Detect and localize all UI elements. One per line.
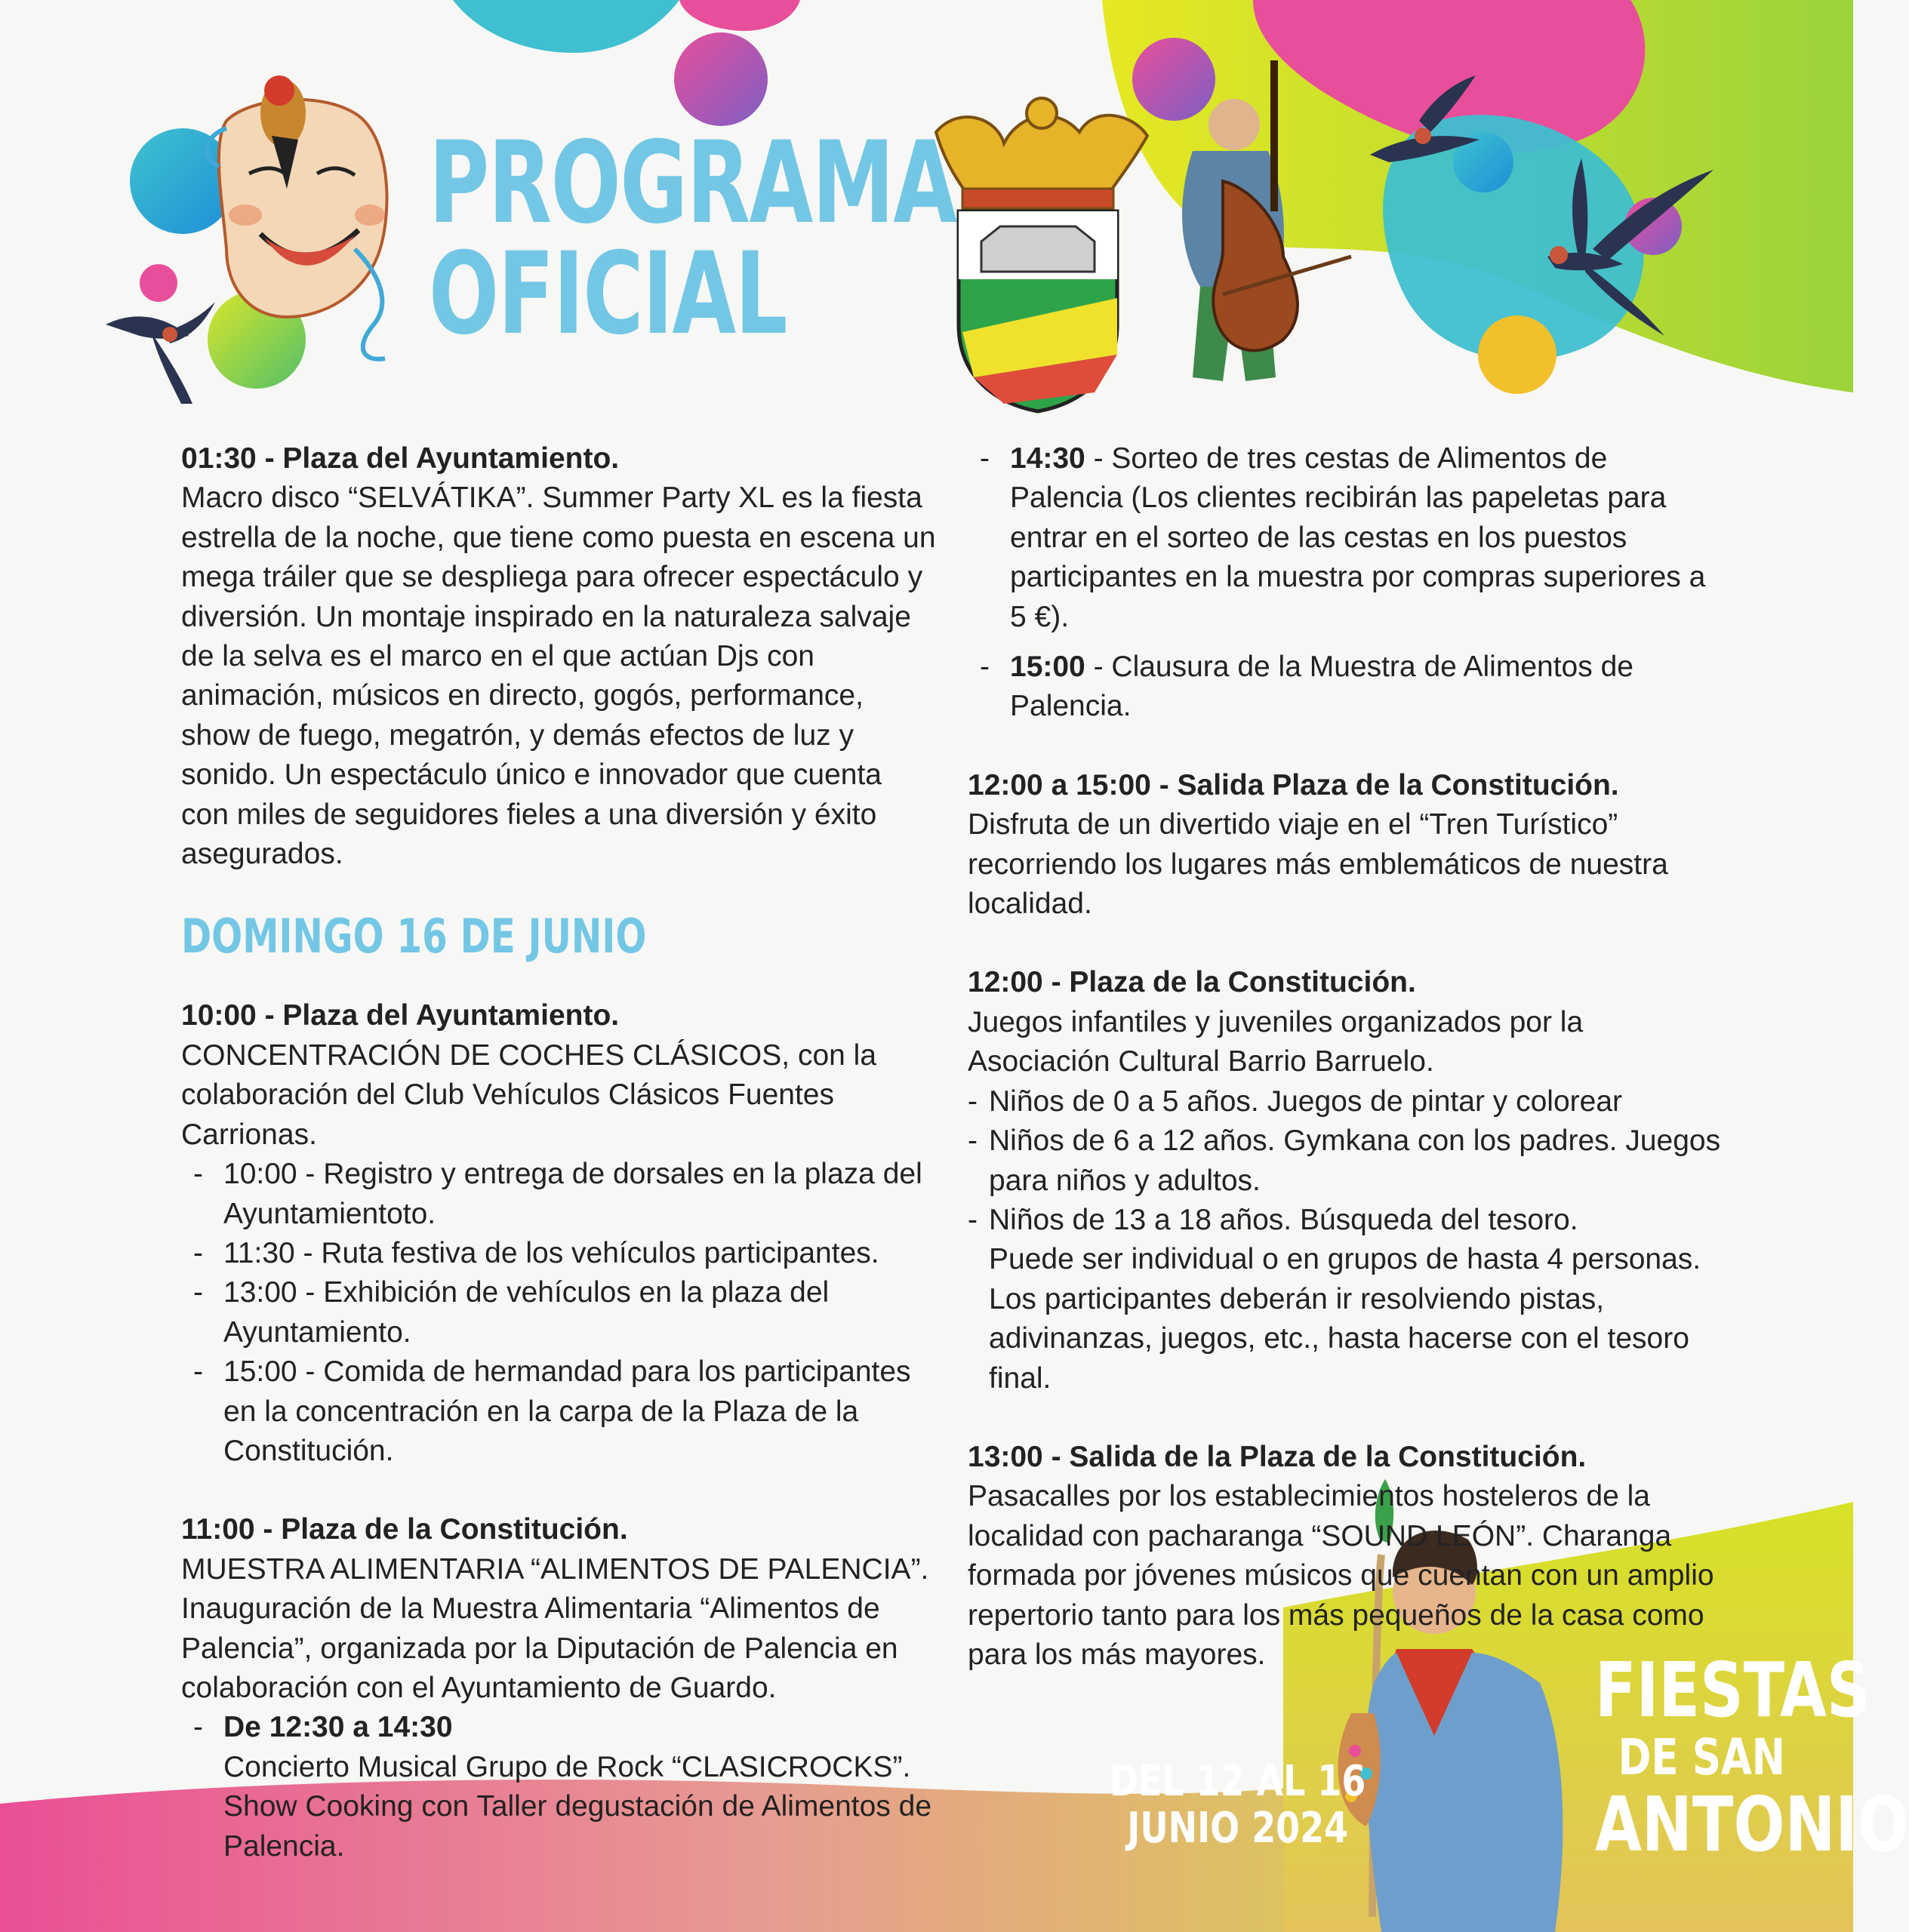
list-item [1010,648,1723,727]
dates-line-2: JUNIO 2024 [1127,1804,1349,1853]
juegos-list [968,1082,1723,1241]
item-text: - Clausura de la Muestra de Alimentos de Palencia. [1010,651,1633,723]
event-juegos [968,963,1723,1398]
list-item [223,1708,936,1866]
muestra-items [968,439,1723,727]
event-subtitle: MUESTRA ALIMENTARIA “ALIMENTOS DE PALENCIA”. [181,1552,929,1586]
list-item: - Niños de 6 a 12 años. Gymkana con los padres. Juegos para niños y adultos. [989,1121,1723,1201]
fiestas-line-1: FIESTAS [1595,1646,1871,1734]
right-column [968,439,1723,1714]
sub-line: Show Cooking con Taller degustación de Alimentos de Palencia. [223,1790,932,1863]
event-heading: 01:30 - Plaza del Ayuntamiento. [181,442,620,475]
event-description: Pasacalles por los establecimientos hosteleros de la localidad con pacharanga “SOUND LEÓN”. Charanga formada por jóvenes músicos que cuentan con un amplio repertorio tanto para los más pequeños de la casa como para los más mayores. [968,1480,1714,1671]
item-text: - Sorteo de tres cestas de Alimentos de Palencia (Los clientes recibirán las papeletas para entrar en el sorteo de las cestas en los puestos participantes en la muestra por compras superiores a 5 €). [1010,442,1706,633]
event-schedule-list [181,1155,936,1471]
list-item: - 13:00 - Exhibición de vehículos en la plaza del Ayuntamiento. [223,1273,936,1352]
sub-line: Concierto Musical Grupo de Rock “CLASICROCKS”. [223,1750,911,1783]
list-item [1010,439,1723,637]
event-heading: 11:00 - Plaza de la Constitución. [181,1513,628,1546]
list-item: - 11:30 - Ruta festiva de los vehículos participantes. [223,1234,936,1273]
swallow-left-illustration [106,302,215,404]
page-title [429,118,956,360]
coat-of-arms-illustration [936,98,1147,411]
event-1100 [181,1510,936,1866]
festival-dates [1110,1758,1366,1852]
event-description: Disfruta de un divertido viaje en el “Tren Turístico” recorriendo los lugares más emblemáticos de nuestra localidad. [968,808,1668,921]
day-heading: DOMINGO 16 DE JUNIO [181,909,647,964]
event-description: Juegos infantiles y juveniles organizados por la Asociación Cultural Barrio Barruelo. [968,1005,1584,1078]
muestra-list [968,439,1723,727]
event-description: CONCENTRACIÓN DE COCHES CLÁSICOS, con la colaboración del Club Vehículos Clásicos Fuentes Carrionas. [181,1038,877,1151]
event-tren [968,766,1723,924]
event-description: Inauguración de la Muestra Alimentaria “Alimentos de Palencia”, organizada por la Diputación de Palencia en colaboración con el Ayuntamiento de Guardo. [181,1592,898,1704]
event-pasacalles [968,1438,1723,1675]
item-time: 14:30 [1010,442,1085,475]
title-line-1: PROGRAMA [429,118,956,249]
event-heading: 12:00 a 15:00 - Salida Plaza de la Constitución. [968,768,1619,801]
title-line-2: OFICIAL [429,229,787,360]
list-item: - Niños de 13 a 18 años. Búsqueda del tesoro. [989,1201,1723,1240]
event-heading: 12:00 - Plaza de la Constitución. [968,966,1416,999]
event-heading: 13:00 - Salida de la Plaza de la Constitución. [968,1440,1587,1473]
sub-heading: De 12:30 a 14:30 [223,1711,453,1744]
fiestas-line-3: ANTONIO [1595,1780,1909,1869]
event-description: Macro disco “SELVÁTIKA”. Summer Party XL es la fiesta estrella de la noche, que tiene como puesta en escena un mega tráiler que se despliega para ofrecer espectáculo y diversión. Un montaje inspirado en la naturaleza salvaje de la selva es el marco en el que actúan Djs con animación, músicos en directo, gogós, performance, show de fuego, megatrón, y demás efectos de luz y sonido. Un espectáculo único e innovador que cuenta con miles de seguidores fieles a una diversión y éxito asegurados. [181,481,936,871]
event-1000 [181,996,936,1471]
juegos-extra: Puede ser individual o en grupos de hasta 4 personas. Los participantes deberán ir resolviendo pistas, adivinanzas, juegos, etc., hasta hacerse con el tesoro final. [989,1243,1701,1395]
fiestas-line-2: DE SAN [1618,1728,1785,1786]
festival-name [1595,1646,1909,1869]
item-time: 15:00 [1010,651,1085,684]
list-item: - Niños de 0 a 5 años. Juegos de pintar y colorear [989,1082,1723,1121]
list-item: - 15:00 - Comida de hermandad para los participantes en la concentración en la carpa de la Plaza de la Constitución. [223,1352,936,1471]
list-item: - 10:00 - Registro y entrega de dorsales en la plaza del Ayuntamientoto. [223,1155,936,1234]
dates-line-1: DEL 12 AL 16 [1110,1757,1366,1806]
event-heading: 10:00 - Plaza del Ayuntamiento. [181,999,620,1032]
left-column [181,439,936,1906]
event-0130 [181,439,936,874]
event-sublist [181,1708,936,1866]
